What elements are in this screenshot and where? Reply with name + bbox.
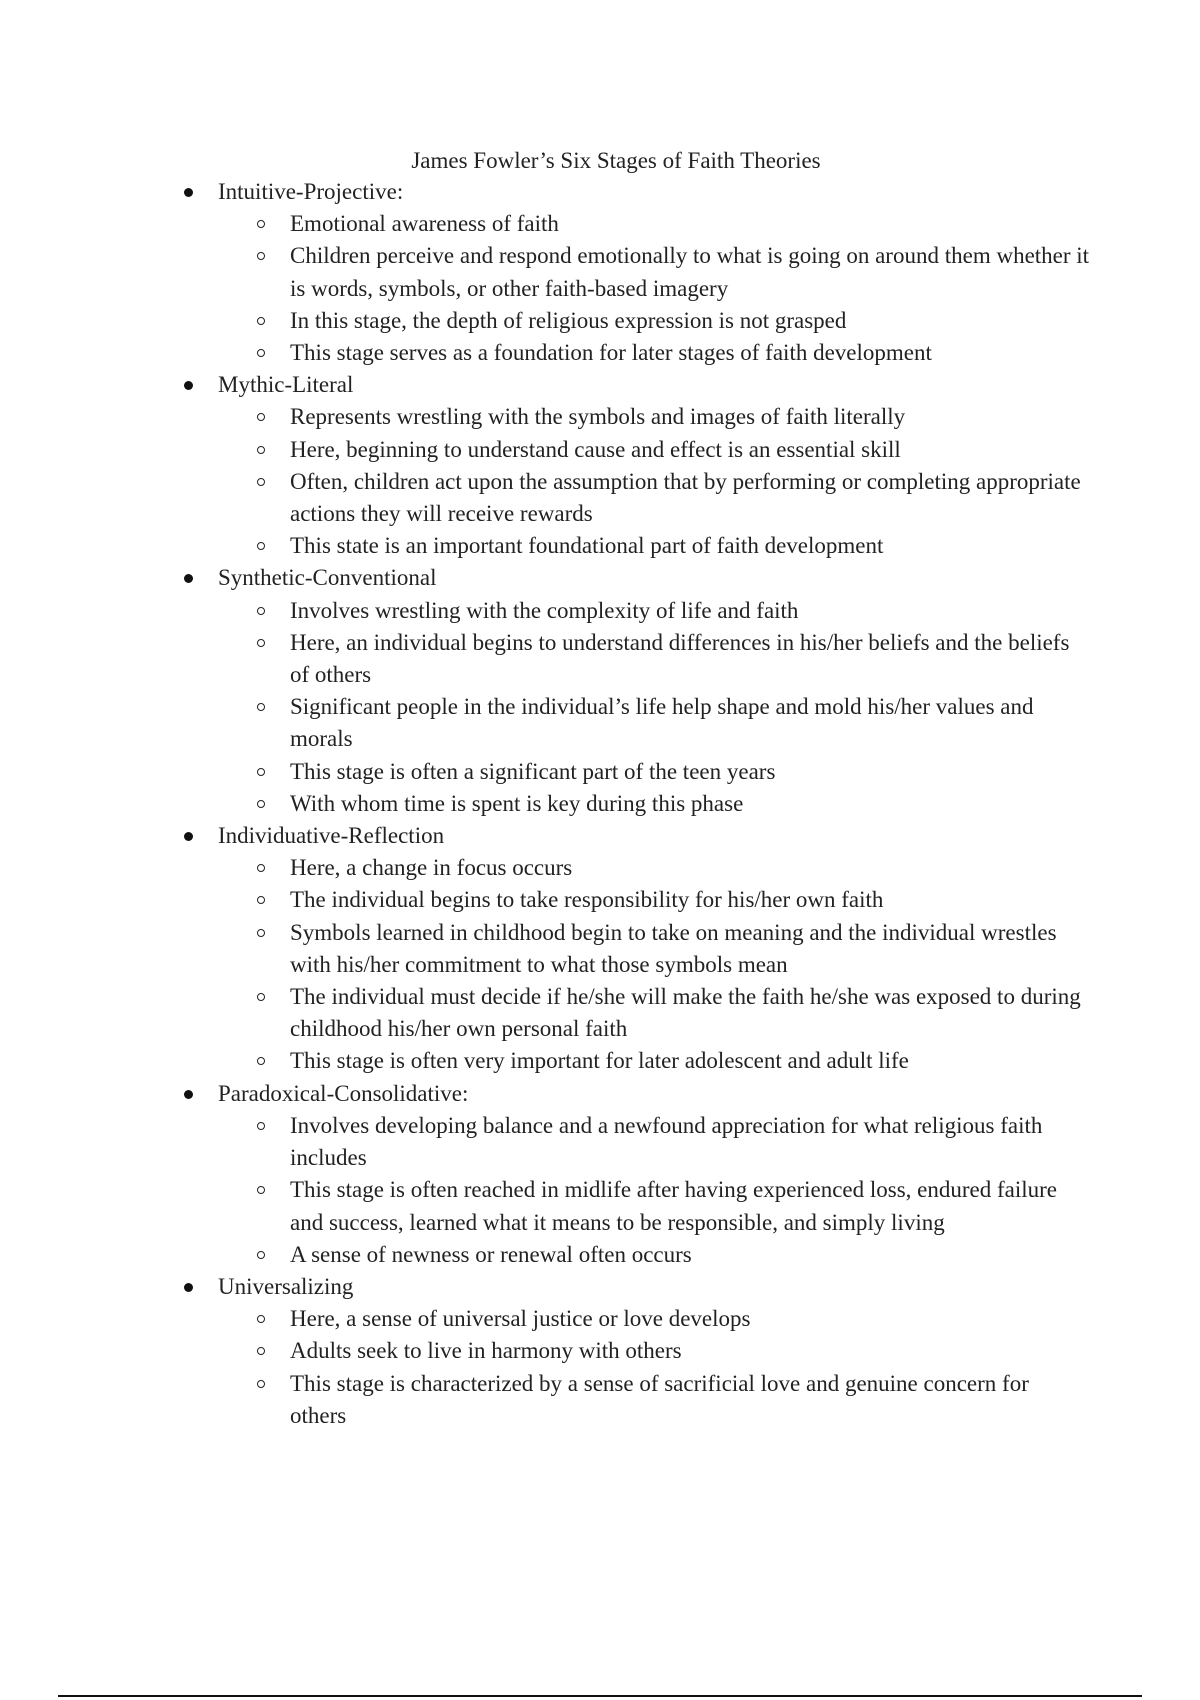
stages-list xyxy=(0,176,1200,1432)
list-item: A sense of newness or renewal often occurs xyxy=(0,1239,1090,1271)
circle-bullet-icon xyxy=(257,220,265,228)
list-item: This stage is often reached in midlife after having experienced loss, endured failure and success, learned what it means to be responsible, and simply living xyxy=(0,1174,1090,1238)
list-item: Represents wrestling with the symbols and images of faith literally xyxy=(0,401,1090,433)
list-item: This stage serves as a foundation for later stages of faith development xyxy=(0,337,1090,369)
circle-bullet-icon xyxy=(257,317,265,325)
circle-bullet-icon xyxy=(257,896,265,904)
list-item: Involves developing balance and a newfound appreciation for what religious faith includes xyxy=(0,1110,1090,1174)
list-item: Here, beginning to understand cause and effect is an essential skill xyxy=(0,434,1090,466)
list-item: This stage is often a significant part of the teen years xyxy=(0,756,1090,788)
circle-bullet-icon xyxy=(257,639,265,647)
stage-title: Individuative-Reflection xyxy=(218,823,445,849)
circle-bullet-icon xyxy=(257,1380,265,1388)
list-item: Adults seek to live in harmony with others xyxy=(0,1335,1090,1367)
circle-bullet-icon xyxy=(257,1315,265,1323)
circle-bullet-icon xyxy=(257,252,265,260)
circle-bullet-icon xyxy=(257,768,265,776)
list-item: With whom time is spent is key during this phase xyxy=(0,788,1090,820)
list-item: Here, an individual begins to understand differences in his/her beliefs and the beliefs of others xyxy=(0,627,1090,691)
list-item: Involves wrestling with the complexity of life and faith xyxy=(0,595,1090,627)
stage-points xyxy=(0,208,1200,369)
stage-points xyxy=(0,1303,1200,1432)
circle-bullet-icon xyxy=(257,446,265,454)
circle-bullet-icon xyxy=(257,993,265,1001)
stage-item xyxy=(0,176,1200,369)
stage-item xyxy=(0,820,1200,1078)
circle-bullet-icon xyxy=(257,1347,265,1355)
circle-bullet-icon xyxy=(257,478,265,486)
stage-item xyxy=(0,1078,1200,1271)
list-item: Children perceive and respond emotionally to what is going on around them whether it is words, symbols, or other faith-based imagery xyxy=(0,240,1090,304)
stage-title: Synthetic-Conventional xyxy=(218,565,437,591)
stage-points xyxy=(0,1110,1200,1271)
list-item: Symbols learned in childhood begin to take on meaning and the individual wrestles with his/her commitment to what those symbols mean xyxy=(0,917,1090,981)
list-item: This stage is characterized by a sense of sacrificial love and genuine concern for others xyxy=(0,1368,1090,1432)
circle-bullet-icon xyxy=(257,1251,265,1259)
list-item: Often, children act upon the assumption that by performing or completing appropriate actions they will receive rewards xyxy=(0,466,1090,530)
circle-bullet-icon xyxy=(257,929,265,937)
list-item: Emotional awareness of faith xyxy=(0,208,1090,240)
list-item: Significant people in the individual’s life help shape and mold his/her values and morals xyxy=(0,691,1090,755)
list-item: This stage is often very important for later adolescent and adult life xyxy=(0,1045,1090,1077)
stage-item xyxy=(0,562,1200,820)
stage-item xyxy=(0,1271,1200,1432)
list-item: The individual begins to take responsibility for his/her own faith xyxy=(0,884,1090,916)
circle-bullet-icon xyxy=(257,349,265,357)
stage-title: Universalizing xyxy=(218,1273,354,1299)
circle-bullet-icon xyxy=(257,800,265,808)
list-item: This state is an important foundational part of faith development xyxy=(0,530,1090,562)
stage-points xyxy=(0,401,1200,562)
stage-points xyxy=(0,595,1200,820)
stage-title: Mythic-Literal xyxy=(218,372,354,398)
stage-title: Paradoxical-Consolidative: xyxy=(218,1080,469,1106)
document-title: James Fowler’s Six Stages of Faith Theories xyxy=(411,148,821,173)
stage-title: Intuitive-Projective: xyxy=(218,179,404,204)
circle-bullet-icon xyxy=(257,413,265,421)
circle-bullet-icon xyxy=(257,607,265,615)
stage-item xyxy=(0,369,1200,562)
circle-bullet-icon xyxy=(257,864,265,872)
footer-divider xyxy=(58,1695,1142,1697)
circle-bullet-icon xyxy=(257,542,265,550)
list-item: In this stage, the depth of religious expression is not grasped xyxy=(0,305,1090,337)
list-item: Here, a sense of universal justice or love develops xyxy=(0,1303,1090,1335)
circle-bullet-icon xyxy=(257,1122,265,1130)
stage-points xyxy=(0,852,1200,1077)
circle-bullet-icon xyxy=(257,1057,265,1065)
circle-bullet-icon xyxy=(257,1186,265,1194)
list-item: Here, a change in focus occurs xyxy=(0,852,1090,884)
list-item: The individual must decide if he/she will make the faith he/she was exposed to during childhood his/her own personal faith xyxy=(0,981,1090,1045)
circle-bullet-icon xyxy=(257,703,265,711)
